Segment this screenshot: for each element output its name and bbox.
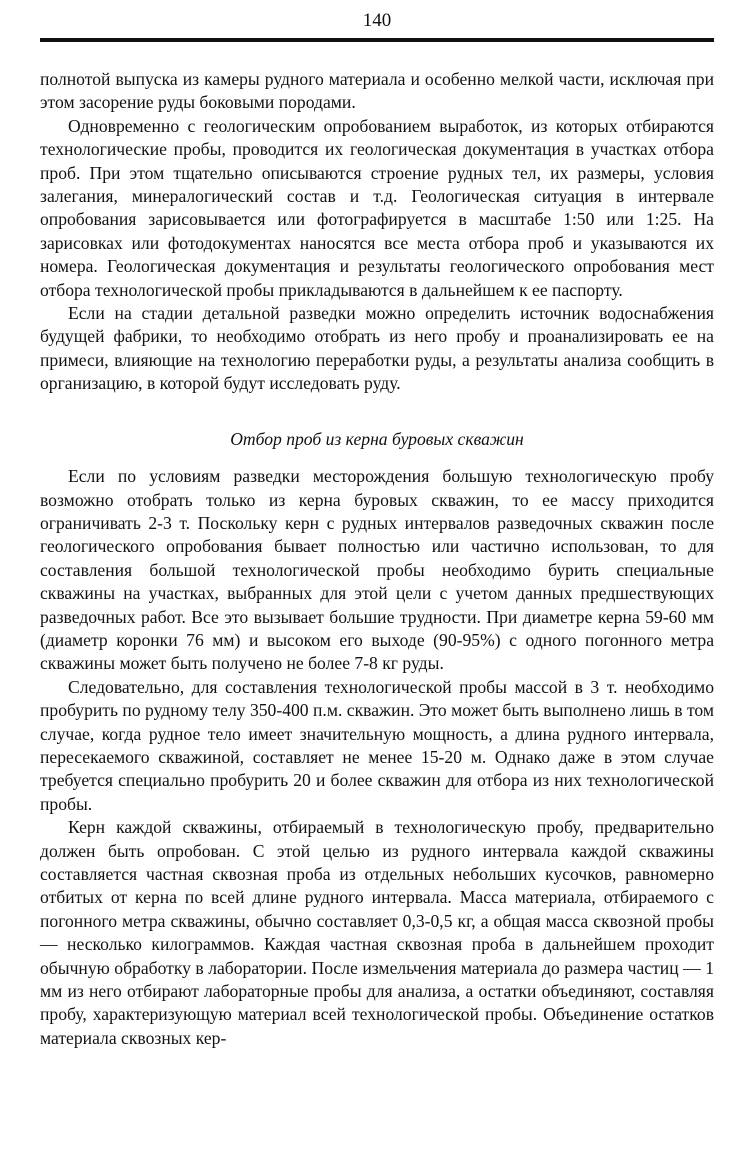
document-page [40, 8, 714, 1050]
paragraph: Одновременно с геологическим опробованием выработок, из которых отбираются технологические пробы, проводится их геологическая документация в участках отбора проб. При этом тщательно описываются строение рудных тел, их размеры, условия залегания, минералогический состав и т.д. Геологическая ситуация в интервале опробования зарисовывается или фотографируется в масштабе 1:50 или 1:25. На зарисовках или фотодокументах наносятся все места отбора проб и указываются их номера. Геологическая документация и результаты геологического опробования мест отбора технологической пробы прикладываются в дальнейшем к ее паспорту. [40, 115, 714, 300]
paragraph: Если на стадии детальной разведки можно определить источник водоснабжения будущей фабрики, то необходимо отобрать из него пробу и проанализировать ее на примеси, влияющие на технологию переработки руды, а результаты анализа сообщить в организацию, в которой будут исследовать руду. [40, 303, 714, 394]
header-rule [40, 38, 714, 42]
paragraph: Следовательно, для составления технологической пробы массой в 3 т. необходимо пробурить по рудному телу 350-400 п.м. скважин. Это может быть выполнено лишь в том случае, когда рудное тело имеет значительную мощность, а длина рудного интервала, пересекаемого скважиной, составляет не менее 15-20 м. Однако даже в этом случае требуется специально пробурить 20 и более скважин для отбора из них технологической пробы. [40, 676, 714, 814]
page-number: 140 [362, 10, 392, 31]
paragraph: Керн каждой скважины, отбираемый в технологическую пробу, предварительно должен быть опробован. С этой целью из рудного интервала каждой скважины составляется частная сквозная проба из отдельных небольших кусочков, равномерно отбитых от керна по всей длине рудного интервала. Масса материала, отбираемого с погонного метра скважины, обычно составляет 0,3-0,5 кг, а общая масса сквозной пробы — несколько килограммов. Каждая частная сквозная проба в дальнейшем проходит обычную обработку в лаборатории. После измельчения материала до размера частиц — 1 мм из него отбирают лабораторные пробы для анализа, а остатки объединяют, составляя пробу, характеризующую материал всей технологической пробы. Объединение остатков материала сквозных кер- [40, 817, 714, 1048]
paragraph: полнотой выпуска из камеры рудного материала и особенно мелкой части, исключая при этом засорение руды боковыми породами. [40, 69, 714, 113]
section-title: Отбор проб из керна буровых скважин [230, 428, 524, 449]
paragraph: Если по условиям разведки месторождения большую технологическую пробу возможно отобрать только из керна буровых скважин, то ее массу приходится ограничивать 2-3 т. Поскольку керн с рудных интервалов разведочных скважин после геологического опробования бывает полностью или частично использован, то для составления большой технологической пробы необходимо бурить специальные скважины на участках, выбранных для этой цели с учетом данных предшествующих разведочных работ. Все это вызывает большие трудности. При диаметре керна 59-60 мм (диаметр коронки 76 мм) и высоком его выходе (90-95%) с одного погонного метра скважины может быть получено не более 7-8 кг руды. [40, 466, 714, 674]
